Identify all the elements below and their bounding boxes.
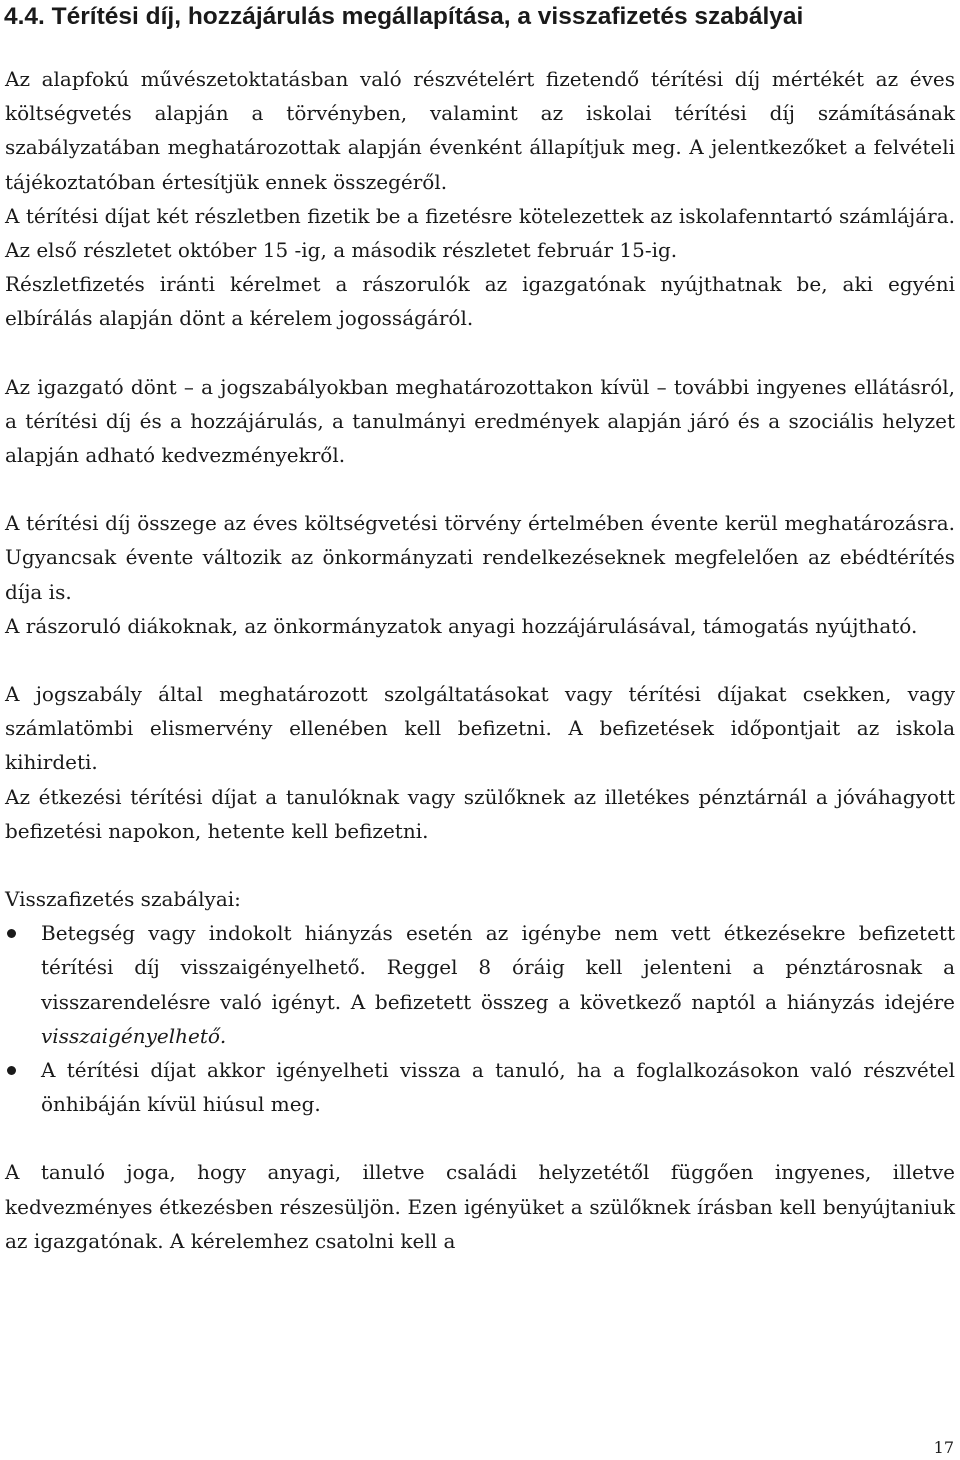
bullet-text: A térítési díjat akkor igényelheti vissza a tanuló, ha a foglalkozásokon való részvétel önhibáján kívül hiúsul meg. [41, 1058, 955, 1117]
list-item [5, 916, 955, 1053]
bullet-text: Betegség vagy indokolt hiányzás esetén az igénybe nem vett étkezésekre befizetett térítési díj visszaigényelhető. Reggel 8 óráig kell jelenteni a pénztárosnak a visszarendelésre való igényt. A befizetett összeg a következő naptól a hiányzás idejére [41, 921, 955, 1014]
bullet-icon [7, 929, 16, 938]
paragraph-support: A rászoruló diákoknak, az önkormányzatok anyagi hozzájárulásával, támogatás nyújtható. [5, 613, 918, 638]
paragraph-principal-decision: Az igazgató dönt – a jogszabályokban meghatározottakon kívül – további ingyenes ellátásról, a térítési díj és a hozzájárulás, a tanulmányi eredmények alapján járó és a szociális helyzet alapján adható kedvezményekről. [5, 374, 955, 468]
section-heading: 4.4. Térítési díj, hozzájárulás megállapítása, a visszafizetés szabályai [4, 3, 804, 30]
paragraph-fee-basis: Az alapfokú művészetoktatásban való részvételért fizetendő térítési díj mértékét az éves költségvetés alapján a törvényben, valamint az iskolai térítési díj számításának szabályzatában meghatározottak alapján évenként állapítjuk meg. A jelentkezőket a felvételi tájékoztatóban értesítjük ennek összegéről. [5, 67, 955, 194]
list-item [5, 1053, 955, 1121]
refund-rules-label: Visszafizetés szabályai: [5, 887, 241, 912]
paragraph-installments: A térítési díjat két részletben fizetik be a fizetésre kötelezettek az iskolafenntartó számlájára. Az első részletet október 15 -ig, a második részletet február 15-ig. [5, 203, 955, 263]
bullet-icon [7, 1066, 16, 1075]
paragraph-fee-amount: A térítési díj összege az éves költségvetési törvény értelmében évente kerül meghatározásra. Ugyancsak évente változik az önkormányzati rendelkezéseknek megfelelően az ebédtérítés díja is. [5, 511, 955, 604]
bullet-text-italic: visszaigényelhető. [41, 1023, 227, 1048]
paragraph-meal-payment: Az étkezési térítési díjat a tanulóknak vagy szülőknek az illetékes pénztárnál a jóváhagyott befizetési napokon, hetente kell befizetni. [5, 784, 955, 843]
document-body [5, 62, 955, 1258]
paragraph-student-rights: A tanuló joga, hogy anyagi, illetve családi helyzetétől függően ingyenes, illetve kedvezményes étkezésben részesüljön. Ezen igényüket a szülőknek írásban kell benyújtaniuk az igazgatónak. A kérelemhez csatolni kell a [5, 1160, 955, 1253]
page-number: 17 [933, 1438, 954, 1457]
paragraph-installment-request: Részletfizetés iránti kérelmet a rászorulók az igazgatónak nyújthatnak be, aki egyéni elbírálás alapján dönt a kérelem jogosságáról. [5, 272, 955, 331]
paragraph-payment-method: A jogszabály által meghatározott szolgáltatásokat vagy térítési díjakat csekken, vagy számlatömbi elismervény ellenében kell befizetni. A befizetések időpontjait az iskola kihirdeti. [5, 682, 955, 775]
refund-rules-list [5, 916, 955, 1121]
